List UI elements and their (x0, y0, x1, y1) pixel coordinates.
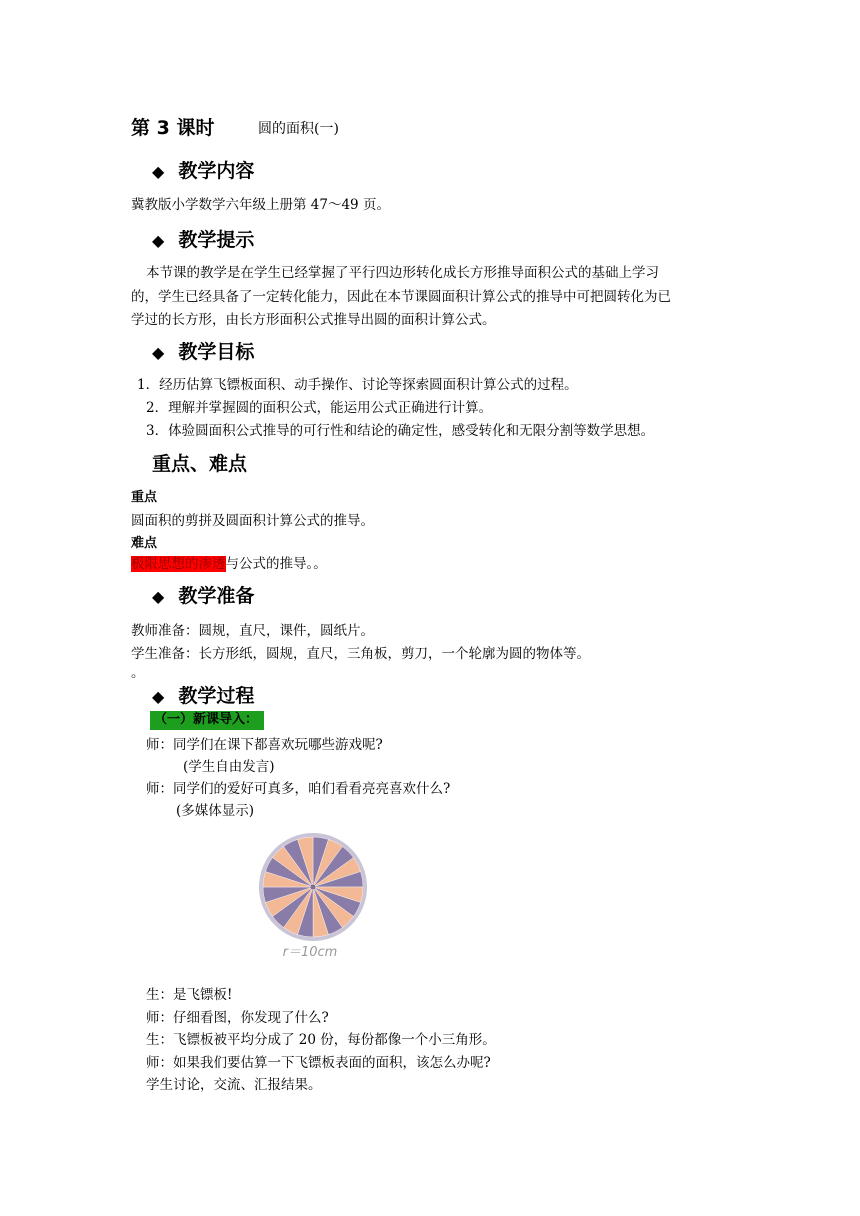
after-line-5: 学生讨论，交流、汇报结果。 (146, 1077, 322, 1093)
goal-item-2: 2．理解并掌握圆的面积公式，能运用公式正确进行计算。 (146, 400, 493, 416)
dartboard-image (256, 832, 372, 964)
diamond-bullet-icon: ◆ (152, 687, 165, 706)
difficult-label: 难点 (131, 536, 158, 551)
tips-line-2: 的，学生已经具备了一定转化能力，因此在本节课圆面积计算公式的推导中可把圆转化为已 (131, 289, 671, 305)
section-heading-process: ◆ 教学过程 (152, 685, 255, 707)
dialogue-line-2: (学生自由发言) (183, 759, 275, 775)
prep-student: 学生准备：长方形纸，圆规，直尺，三角板，剪刀，一个轮廓为圆的物体等。 (131, 646, 590, 662)
goal-item-3: 3．体验圆面积公式推导的可行性和结论的确定性，感受转化和无限分割等数学思想。 (146, 423, 655, 439)
radius-label: r＝10cm (282, 945, 338, 960)
goal-item-1: 1．经历估算飞镖板面积、动手操作、讨论等探索圆面积计算公式的过程。 (137, 377, 578, 393)
process-section-1: （一）新课导入： (150, 711, 264, 730)
after-line-2: 师：仔细看图，你发现了什么? (146, 1010, 329, 1026)
lesson-title: 圆的面积(一) (258, 121, 339, 137)
section-heading-prep: ◆ 教学准备 (152, 585, 255, 607)
section-heading-content: ◆ 教学内容 (152, 160, 255, 182)
key-label: 重点 (131, 490, 158, 505)
key-text: 圆面积的剪拼及圆面积计算公式的推导。 (131, 513, 374, 529)
section-heading-tips: ◆ 教学提示 (152, 229, 255, 251)
dialogue-line-1: 师：同学们在课下都喜欢玩哪些游戏呢? (146, 737, 383, 753)
diamond-bullet-icon: ◆ (152, 162, 165, 181)
tips-line-1: 本节课的教学是在学生已经掌握了平行四边形转化成长方形推导面积公式的基础上学习 (146, 265, 659, 281)
diamond-bullet-icon: ◆ (152, 343, 165, 362)
after-line-3: 生：飞镖板被平均分成了 20 份，每份都像一个小三角形。 (146, 1032, 496, 1048)
difficult-rest: 与公式的推导。。 (225, 556, 327, 572)
section-heading-keypoints: 重点、难点 (152, 453, 248, 475)
diamond-bullet-icon: ◆ (152, 587, 165, 606)
prep-stray-mark: 。 (131, 665, 145, 681)
dartboard-figure (256, 832, 372, 964)
content-text: 冀教版小学数学六年级上册第 47～49 页。 (131, 197, 390, 213)
dialogue-line-3: 师：同学们的爱好可真多，咱们看看亮亮喜欢什么? (146, 781, 451, 797)
dartboard-center (311, 885, 316, 890)
dialogue-line-4: (多媒体显示) (176, 803, 255, 819)
prep-teacher: 教师准备：圆规，直尺，课件，圆纸片。 (131, 623, 374, 639)
difficult-text (131, 556, 327, 572)
after-line-1: 生：是飞镖板! (146, 987, 233, 1003)
difficult-highlight: 极限思想的渗透 (131, 556, 226, 572)
section-heading-goals: ◆ 教学目标 (152, 341, 255, 363)
diamond-bullet-icon: ◆ (152, 231, 165, 250)
lesson-number: 第 3 课时 (131, 117, 215, 139)
tips-line-3: 学过的长方形，由长方形面积公式推导出圆的面积计算公式。 (131, 312, 496, 328)
after-line-4: 师：如果我们要估算一下飞镖板表面的面积，该怎么办呢? (146, 1055, 491, 1071)
